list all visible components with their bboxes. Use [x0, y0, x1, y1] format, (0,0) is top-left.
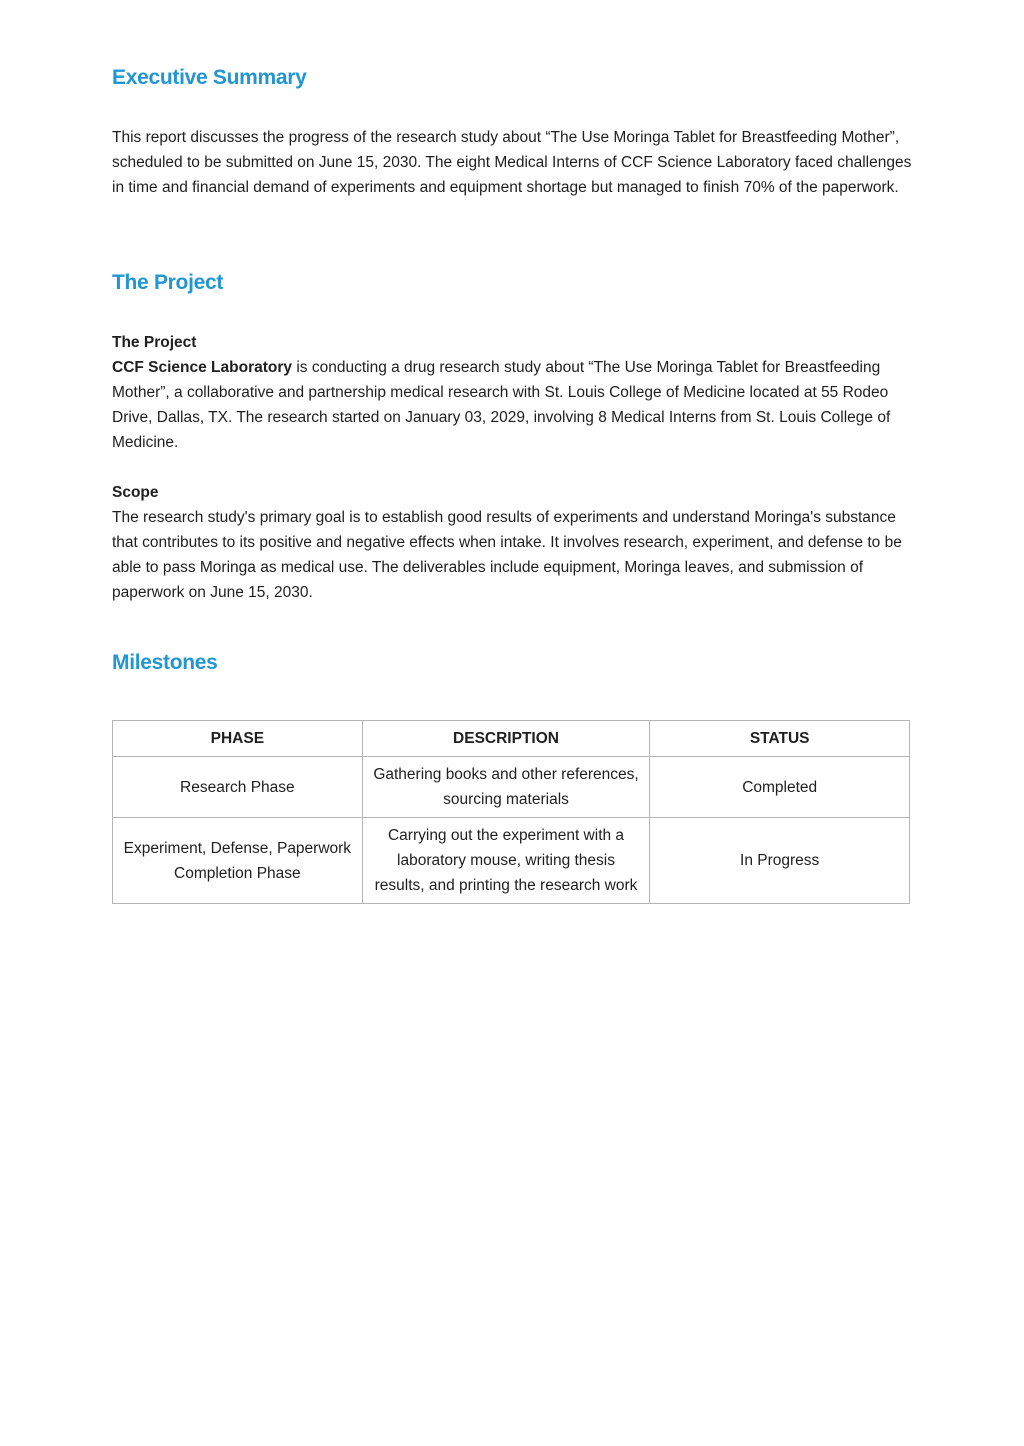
cell-phase: Research Phase [113, 757, 363, 818]
cell-phase: Experiment, Defense, Paperwork Completion Phase [113, 818, 363, 904]
cell-description: Gathering books and other references, sourcing materials [362, 757, 650, 818]
table-row [113, 818, 910, 904]
lab-name: CCF Science Laboratory [112, 359, 293, 376]
milestones-heading: Milestones [112, 651, 218, 674]
scope-body: The research study's primary goal is to establish good results of experiments and understand Moringa's substance that contributes to its positive and negative effects when intake. It involves research, experiment, and defense to be able to pass Moringa as medical use. The deliverables include equipment, Moringa leaves, and submission of paperwork on June 15, 2030. [112, 509, 902, 601]
project-intro [112, 330, 912, 455]
project-heading: The Project [112, 271, 224, 294]
table-row [113, 757, 910, 818]
project-intro-text [112, 359, 890, 451]
scope-title: Scope [112, 484, 159, 501]
table-header-row [113, 721, 910, 757]
header-description: DESCRIPTION [362, 721, 650, 757]
project-scope [112, 480, 912, 605]
cell-status: In Progress [650, 818, 910, 904]
milestones-table [112, 720, 910, 904]
executive-summary-body: This report discusses the progress of the research study about “The Use Moringa Tablet for Breastfeeding Mother”, scheduled to be submitted on June 15, 2030. The eight Medical Interns of CCF Science Laboratory faced challenges in time and financial demand of experiments and equipment shortage but managed to finish 70% of the paperwork. [112, 129, 912, 196]
cell-description: Carrying out the experiment with a laboratory mouse, writing thesis results, and printing the research work [362, 818, 650, 904]
project-intro-title: The Project [112, 334, 197, 351]
header-status: STATUS [650, 721, 910, 757]
header-phase: PHASE [113, 721, 363, 757]
project-intro-body: is conducting a drug research study about “The Use Moringa Tablet for Breastfeeding Mother”, a collaborative and partnership medical research with St. Louis College of Medicine located at 55 Rodeo Drive, Dallas, TX. The research started on January 03, 2029, involving 8 Medical Interns from St. Louis College of Medicine. [112, 359, 891, 451]
executive-summary-heading: Executive Summary [112, 66, 307, 89]
cell-status: Completed [650, 757, 910, 818]
